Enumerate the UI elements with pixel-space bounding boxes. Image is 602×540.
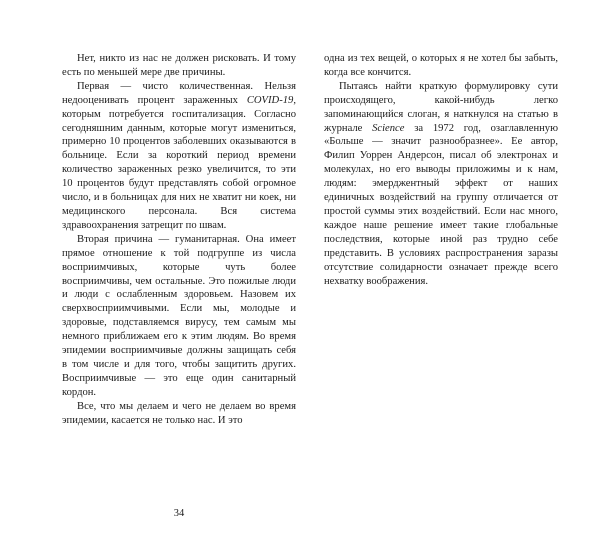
paragraph [62, 400, 296, 428]
page-number: 34 [173, 508, 185, 519]
text-segment: Нет, никто из нас не должен рисковать. И тому есть по меньшей мере две причины. [62, 53, 296, 78]
text-segment: Все, что мы делаем и чего не делаем во время эпидемии, касается не только нас. И это [62, 400, 296, 426]
paragraph [324, 80, 558, 289]
text-columns [62, 52, 558, 427]
paragraph [62, 52, 296, 80]
text-segment: Вторая причина — гуманитарная. Она имеет прямое отношение к той подгруппе из числа восприимчивых, которые чуть более восприимчивы, чем остальные. Это пожилые люди и люди с ослабленным здоровьем. Назовем их сверхвосприимчивыми. Если мы, молодые и здоровые, подставляемся вирусу, тем самым мы немного приближаем его к этим людям. Во время эпидемии восприимчивые должны защищать себя в том числе и для того, чтобы защитить других. Восприимчивые — это еще один санитарный кордон. [62, 233, 296, 398]
text-segment: Первая — чисто количественная. Нельзя недооценивать процент зараженных [62, 80, 296, 106]
italic-text-segment: COVID-19 [246, 94, 294, 106]
text-segment: , которым потребуется госпитализация. Согласно сегодняшним данным, которые могут измениться, примерно 10 процентов заболевших оказываются в больнице. Если за короткий период времени количество зараженных резко увеличится, то эти 10 процентов будут представлять собой огромное число, и в больницах для них не хватит ни коек, ни медицинского персонала. Вся система здравоохранения затрещит по швам. [62, 94, 296, 231]
text-segment: одна из тех вещей, о которых я не хотел бы забыть, когда все кончится. [324, 53, 558, 78]
paragraph [62, 80, 296, 233]
text-column-right [324, 52, 558, 427]
text-column-left [62, 52, 296, 427]
paragraph [324, 52, 558, 80]
italic-text-segment: Science [372, 122, 405, 134]
paragraph [62, 233, 296, 400]
text-segment: за 1972 год, озаглавленную «Больше — значит разнообразнее». Ее автор, Филип Уоррен Андерсон, писал об электронах и молекулах, но его выводы приложимы и к нам, людям: эмерджентный эффект от наших единичных воздействий на группу отличается от простой суммы этих воздействий. Если нас много, каждое наше решение имеет такие глобальные последствия, которые иной раз трудно себе представить. В условиях распространения заразы отсутствие солидарности означает прежде всего нехватку воображения. [324, 122, 558, 287]
text-segment: Пытаясь найти краткую формулировку сути происходящего, какой-нибудь легко запоминающийся слоган, я наткнулся на статью в журнале [324, 80, 558, 134]
